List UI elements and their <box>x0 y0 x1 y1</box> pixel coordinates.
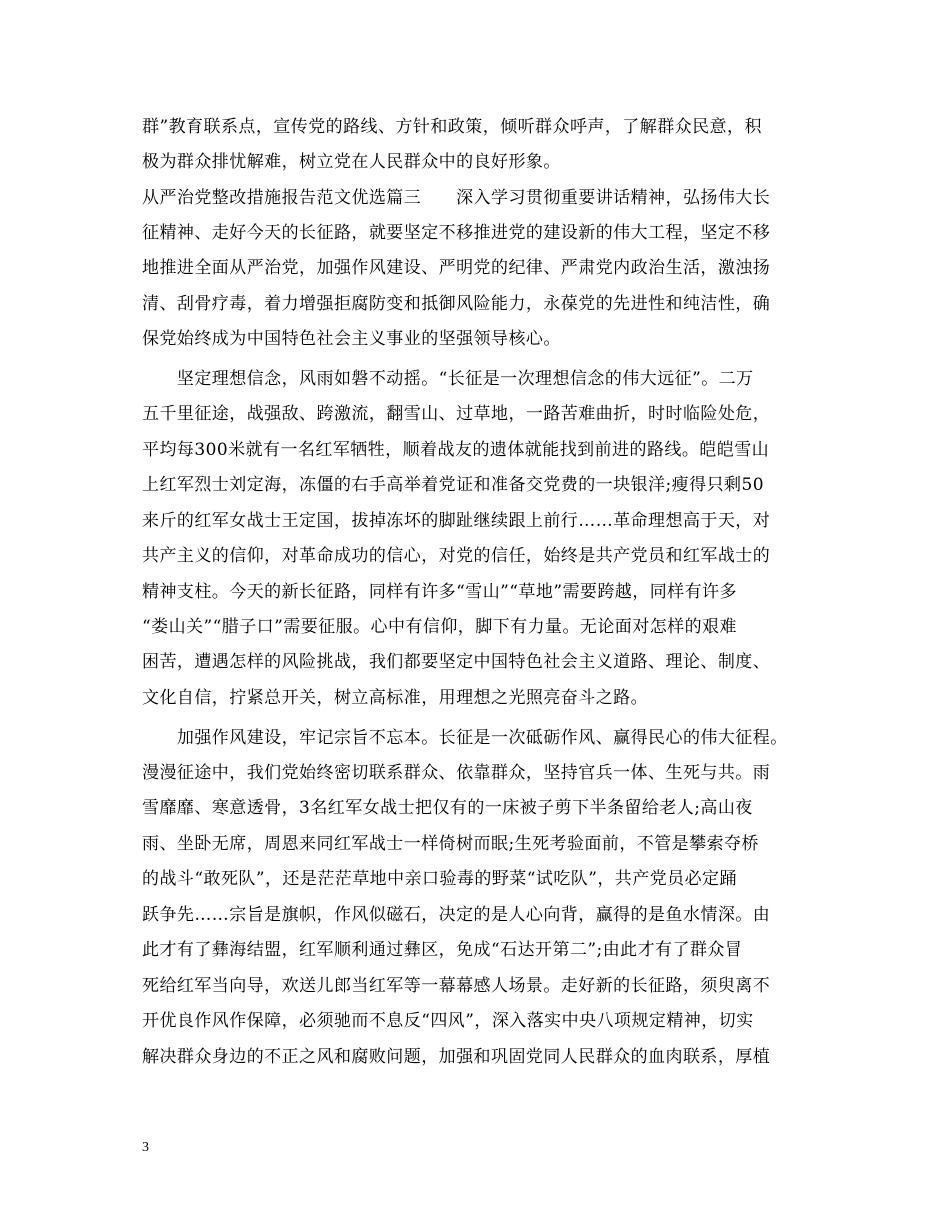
text-line: 清、刮骨疗毒，着力增强拒腐防变和抵御风险能力，永葆党的先进性和纯洁性，确 <box>142 294 771 314</box>
text-line: 五千里征途，战强敌、跨激流，翻雪山、过草地，一路苦难曲折，时时临险处危， <box>142 404 771 424</box>
text-line: 文化自信，拧紧总开关，树立高标准，用理想之光照亮奋斗之路。 <box>142 688 649 708</box>
paragraph-start-line: 加强作风建设，牢记宗旨不忘本。长征是一次砥砺作风、赢得民心的伟大征程。 <box>142 728 788 748</box>
text-line: 雨、坐卧无席，周恩来同红军战士一样倚树而眠;生死考验面前，不管是攀索夺桥 <box>142 834 759 854</box>
text-line: 保党始终成为中国特色社会主义事业的坚强领导核心。 <box>142 329 561 349</box>
text-line: 群”教育联系点，宣传党的路线、方针和政策，倾听群众呼声，了解群众民意，积 <box>142 117 762 137</box>
text-line: 雪靡靡、寒意透骨，3名红军女战士把仅有的一床被子剪下半条留给老人;高山夜 <box>142 798 753 818</box>
text-line: 共产主义的信仰，对革命成功的信心，对党的信任，始终是共产党员和红军战士的 <box>142 546 771 566</box>
text-line: 解决群众身边的不正之风和腐败问题，加强和巩固党同人民群众的血肉联系，厚植 <box>142 1047 771 1067</box>
paragraph-start-line: 坚定理想信念，风雨如磐不动摇。“长征是一次理想信念的伟大远征”。二万 <box>142 369 754 389</box>
text-line: 平均每300米就有一名红军牺牲，顺着战友的遗体就能找到前进的路线。皑皑雪山 <box>142 440 770 460</box>
text-line: 死给红军当向导，欢送儿郎当红军等一幕幕感人场景。走好新的长征路，须臾离不 <box>142 976 771 996</box>
text-line: 上红军烈士刘定海，冻僵的右手高举着党证和准备交党费的一块银洋;瘦得只剩50 <box>142 475 765 495</box>
text-line: 漫漫征途中，我们党始终密切联系群众、依靠群众，坚持官兵一体、生死与共。雨 <box>142 763 771 783</box>
page-number: 3 <box>142 1140 149 1155</box>
text-line: 开优良作风作保障，必须驰而不息反“四风”，深入落实中央八项规定精神，切实 <box>142 1011 754 1031</box>
text-line: 地推进全面从严治党，加强作风建设、严明党的纪律、严肃党内政治生活，激浊扬 <box>142 258 771 278</box>
text-line: 困苦，遭遇怎样的风险挑战，我们都要坚定中国特色社会主义道路、理论、制度、 <box>142 652 771 672</box>
text-line: 精神支柱。今天的新长征路，同样有许多“雪山”“草地”需要跨越，同样有许多 <box>142 582 737 602</box>
text-line: 跃争先……宗旨是旗帜，作风似磁石，决定的是人心向背，赢得的是鱼水情深。由 <box>142 905 771 925</box>
section-heading-line: 从严治党整改措施报告范文优选篇三 深入学习贯彻重要讲话精神，弘扬伟大长 <box>142 188 771 208</box>
text-line: 此才有了彝海结盟，红军顺利通过彝区，免成“石达开第二”;由此才有了群众冒 <box>142 940 743 960</box>
text-line: “娄山关”“腊子口”需要征服。心中有信仰，脚下有力量。无论面对怎样的艰难 <box>142 617 737 637</box>
text-line: 来斤的红军女战士王定国，拔掉冻坏的脚趾继续跟上前行……革命理想高于天，对 <box>142 511 771 531</box>
text-line: 征精神、走好今天的长征路，就要坚定不移推进党的建设新的伟大工程，坚定不移 <box>142 223 771 243</box>
text-line: 的战斗“敢死队”，还是茫茫草地中亲口验毒的野菜“试吃队”，共产党员必定踊 <box>142 869 737 889</box>
text-line: 极为群众排忧解难，树立党在人民群众中的良好形象。 <box>142 152 561 172</box>
